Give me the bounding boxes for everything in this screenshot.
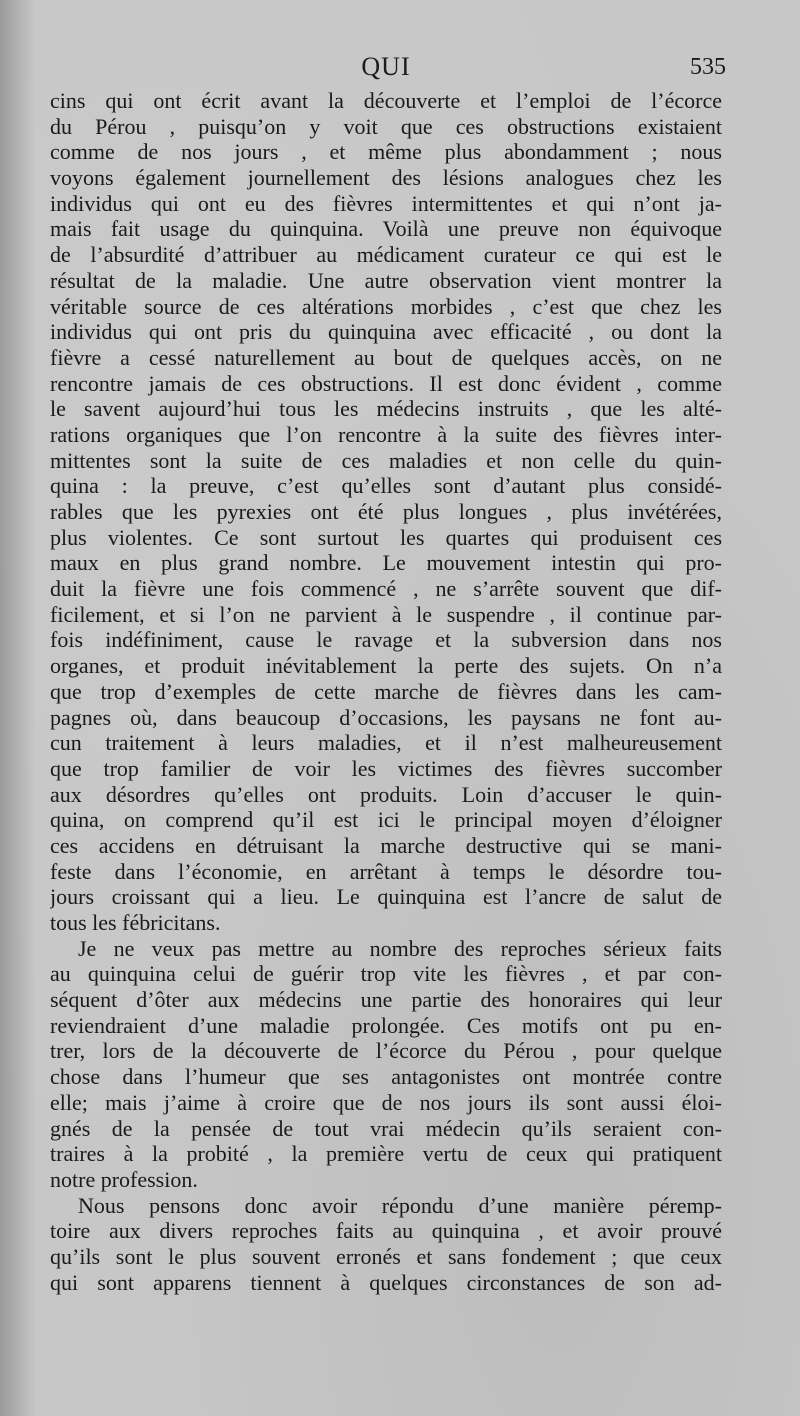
text-line: aux désordres qu’elles ont produits. Loin d’accuser le quin- — [50, 781, 722, 807]
paragraph-end-line: notre profession. — [50, 1166, 198, 1192]
text-line: voyons également journellement des lésions analogues chez les — [50, 165, 722, 191]
text-line: rations organiques que l’on rencontre à la suite des fièvres inter- — [50, 421, 722, 447]
text-line: qu’ils sont le plus souvent erronés et sans fondement ; que ceux — [50, 1243, 722, 1269]
page-header — [50, 52, 726, 88]
paragraph-first-line: Nous pensons donc avoir répondu d’une manière péremp- — [78, 1192, 722, 1218]
text-line: duit la fièvre une fois commencé , ne s’arrête souvent que dif- — [50, 576, 722, 602]
text-line: mais fait usage du quinquina. Voilà une preuve non équivoque — [50, 216, 722, 242]
text-line: de l’absurdité d’attribuer au médicament curateur ce qui est le — [50, 242, 722, 268]
text-line: gnés de la pensée de tout vrai médecin qu’ils seraient con- — [50, 1115, 722, 1141]
text-line: au quinquina celui de guérir trop vite les fièvres , et par con- — [50, 961, 722, 987]
text-line: quina, on comprend qu’il est ici le principal moyen d’éloigner — [50, 807, 722, 833]
text-line: le savent aujourd’hui tous les médecins instruits , que les alté- — [50, 396, 722, 422]
text-line: fois indéfiniment, cause le ravage et la subversion dans nos — [50, 627, 722, 653]
text-line: quina : la preuve, c’est qu’elles sont d’autant plus considé- — [50, 473, 722, 499]
binding-shadow — [0, 0, 36, 1416]
page-number: 535 — [690, 54, 726, 80]
text-line: traires à la probité , la première vertu de ceux qui pratiquent — [50, 1141, 722, 1167]
text-line: organes, et produit inévitablement la perte des sujets. On n’a — [50, 653, 722, 679]
text-line: jours croissant qui a lieu. Le quinquina est l’ancre de salut de — [50, 884, 722, 910]
text-line: résultat de la maladie. Une autre observation vient montrer la — [50, 267, 722, 293]
text-line: elle; mais j’aime à croire que de nos jours ils sont aussi éloi- — [50, 1089, 722, 1115]
text-line: chose dans l’humeur que ses antagonistes ont montrée contre — [50, 1064, 722, 1090]
paragraph-end-line: tous les fébricitans. — [50, 910, 221, 935]
text-line: reviendraient d’une maladie prolongée. Ces motifs ont pu en- — [50, 1012, 722, 1038]
text-line: fièvre a cessé naturellement au bout de quelques accès, on ne — [50, 344, 722, 370]
text-line: que trop familier de voir les victimes des fièvres succomber — [50, 755, 722, 781]
text-line: individus qui ont pris du quinquina avec efficacité , ou dont la — [50, 319, 722, 345]
text-line: ficilement, et si l’on ne parvient à le suspendre , il continue par- — [50, 601, 722, 627]
text-line: comme de nos jours , et même plus abondamment ; nous — [50, 139, 722, 165]
text-line: du Pérou , puisqu’on y voit que ces obstructions existaient — [50, 113, 722, 139]
text-line: pagnes où, dans beaucoup d’occasions, les paysans ne font au- — [50, 704, 722, 730]
text-line: cun traitement à leurs maladies, et il n’est malheureusement — [50, 730, 722, 756]
text-line: feste dans l’économie, en arrêtant à temps le désordre tou- — [50, 858, 722, 884]
paragraph-first-line: Je ne veux pas mettre au nombre des reproches sérieux faits — [78, 935, 722, 961]
text-line: rencontre jamais de ces obstructions. Il est donc évident , comme — [50, 370, 722, 396]
text-line: rables que les pyrexies ont été plus longues , plus invétérées, — [50, 499, 722, 524]
text-line: trer, lors de la découverte de l’écorce du Pérou , pour quelque — [50, 1038, 722, 1064]
text-line: ces accidens en détruisant la marche destructive qui se mani- — [50, 832, 722, 858]
text-line: mittentes sont la suite de ces maladies et non celle du quin- — [50, 447, 722, 473]
text-line: séquent d’ôter aux médecins une partie des honoraires qui leur — [50, 987, 722, 1013]
text-line: maux en plus grand nombre. Le mouvement intestin qui pro- — [50, 550, 722, 576]
text-line: individus qui ont eu des fièvres intermittentes et qui n’ont ja- — [50, 190, 722, 216]
text-line: toire aux divers reproches faits au quinquina , et avoir prouvé — [50, 1218, 722, 1244]
text-line: qui sont apparens tiennent à quelques circonstances de son ad- — [50, 1269, 722, 1295]
text-line: que trop d’exemples de cette marche de fièvres dans les cam- — [50, 678, 722, 704]
running-head: QUI — [361, 52, 411, 81]
text-line: plus violentes. Ce sont surtout les quartes qui produisent ces — [50, 524, 722, 550]
text-line: cins qui ont écrit avant la découverte et l’emploi de l’écorce — [50, 88, 722, 113]
text-line: véritable source de ces altérations morbides , c’est que chez les — [50, 293, 722, 319]
body-text — [50, 88, 722, 1328]
